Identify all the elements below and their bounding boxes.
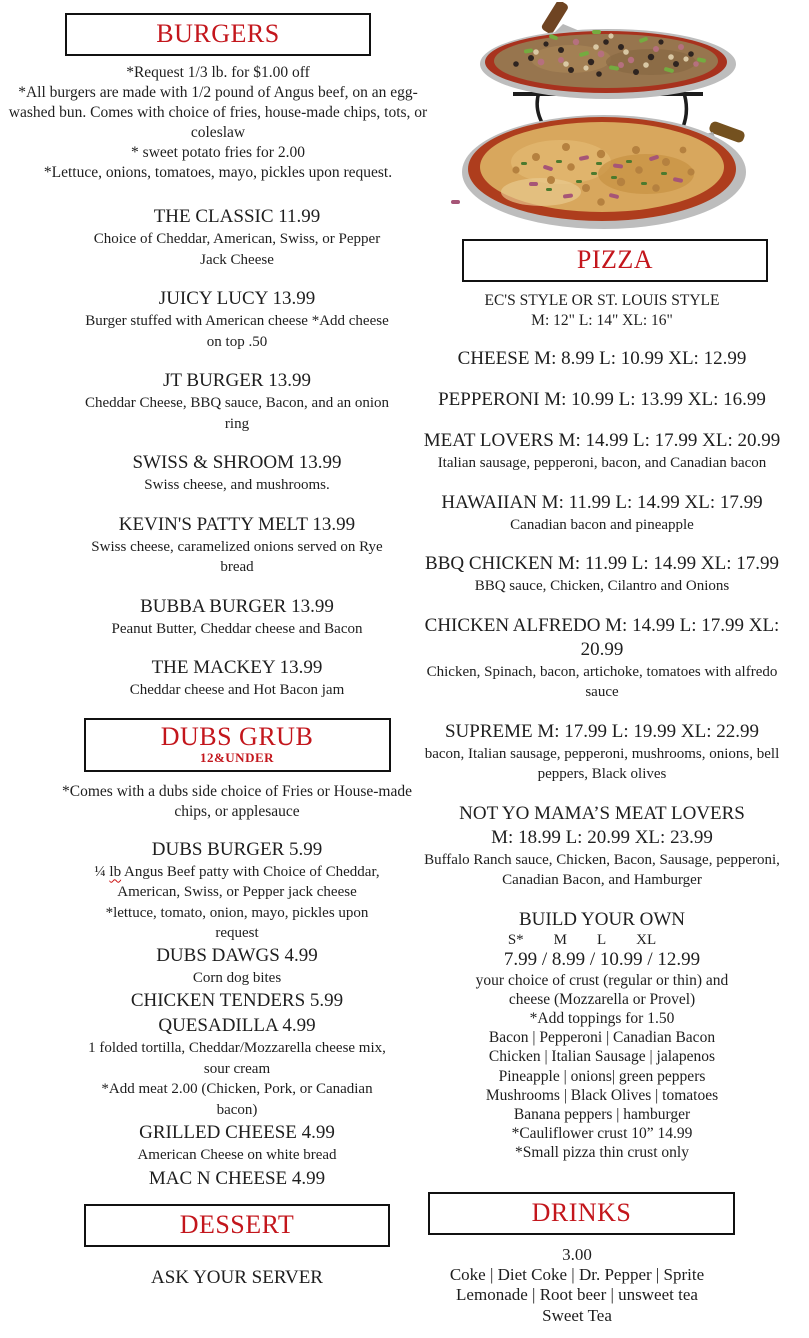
item-desc: American Cheese on white bread [137, 1147, 337, 1163]
drinks-price: 3.00 [562, 1244, 592, 1264]
item-name: NOT YO MAMA’S MEAT LOVERS [459, 802, 745, 824]
build-line: Chicken | Italian Sausage | jalapenos [488, 1048, 716, 1066]
item-name: JUICY LUCY 13.99 [158, 288, 316, 309]
menu-item [402, 429, 802, 474]
dessert-note: ASK YOUR SERVER [151, 1266, 323, 1288]
dessert-title: DESSERT [179, 1209, 295, 1239]
menu-item [46, 944, 428, 989]
item-name: KEVIN'S PATTY MELT 13.99 [118, 513, 356, 535]
burgers-notes [8, 63, 428, 183]
right-column [402, 0, 802, 1326]
build-line: cheese (Mozzarella or Provel) [508, 990, 696, 1008]
build-your-own-section [402, 908, 802, 1163]
item-desc: Choice of Cheddar, American, Swiss, or Pepper Jack Cheese [93, 231, 381, 268]
size-label: L [597, 931, 607, 948]
menu-item [402, 347, 802, 371]
dessert-section-header [84, 1204, 390, 1247]
drinks-line: Coke | Diet Coke | Dr. Pepper | Sprite [449, 1264, 705, 1284]
menu-item [46, 838, 428, 944]
item-desc: Peanut Butter, Cheddar cheese and Bacon [111, 620, 363, 637]
item-desc: ¼ lb Angus Beef patty with Choice of Cheddar, American, Swiss, or Pepper jack cheese [94, 863, 380, 900]
item-name-line2: M: 18.99 L: 20.99 XL: 23.99 [491, 826, 713, 848]
menu-item [46, 205, 428, 270]
size-label: M [553, 931, 567, 948]
item-desc: bacon, Italian sausage, pepperoni, mushrooms, onions, bell peppers, Black olives [424, 745, 780, 782]
menu-item [46, 513, 428, 578]
drinks-title: DRINKS [531, 1197, 632, 1227]
burgers-title: BURGERS [156, 19, 280, 48]
burgers-note: *Lettuce, onions, tomatoes, mayo, pickles upon request. [43, 164, 393, 181]
menu-item [46, 1167, 428, 1191]
item-desc: Buffalo Ranch sauce, Chicken, Bacon, Sausage, pepperoni, Canadian Bacon, and Hamburger [424, 851, 780, 888]
item-name: DUBS DAWGS 4.99 [156, 944, 318, 966]
dubs-grub-note: *Comes with a dubs side choice of Fries or House-made chips, or applesauce [62, 782, 412, 820]
menu-item [402, 552, 802, 597]
item-name: MEAT LOVERS M: 14.99 L: 17.99 XL: 20.99 [423, 430, 781, 451]
build-line: your choice of crust (regular or thin) and [475, 971, 729, 989]
burgers-section-header [65, 13, 371, 56]
burgers-note: *Request 1/3 lb. for $1.00 off [126, 64, 310, 81]
pizza-style-lines [402, 291, 802, 331]
burgers-item-list [46, 205, 428, 701]
item-desc: Cheddar Cheese, BBQ sauce, Bacon, and an onion ring [84, 395, 390, 432]
build-line: Pineapple | onions| green peppers [498, 1067, 706, 1085]
item-desc: 1 folded tortilla, Cheddar/Mozzarella cheese mix, sour cream [88, 1040, 386, 1077]
item-desc: Corn dog bites [192, 969, 282, 986]
pizza-photo [402, 2, 802, 235]
item-name: BBQ CHICKEN M: 11.99 L: 14.99 XL: 17.99 [425, 553, 779, 574]
build-line: Mushrooms | Black Olives | tomatoes [485, 1086, 719, 1104]
item-name: MAC N CHEESE 4.99 [148, 1167, 326, 1189]
build-line: *Add toppings for 1.50 [529, 1009, 675, 1027]
build-line: *Cauliflower crust 10” 14.99 [511, 1125, 693, 1143]
burgers-note: *All burgers are made with 1/2 pound of Angus beef, on an egg-washed bun. Comes with choice of fries, house-made chips, tots, or coleslaw [8, 84, 428, 141]
item-name: SWISS & SHROOM 13.99 [132, 452, 342, 473]
misspelled-word: lb [109, 863, 122, 880]
item-name: CHEESE M: 8.99 L: 10.99 XL: 12.99 [457, 348, 747, 369]
pizza-section-header [462, 239, 768, 282]
item-note: *Add meat 2.00 (Chicken, Pork, or Canadian bacon) [101, 1081, 373, 1118]
dubs-grub-subtitle: 12&UNDER [199, 749, 275, 765]
burgers-note: * sweet potato fries for 2.00 [131, 144, 305, 161]
menu-item [46, 656, 428, 701]
menu-item [46, 595, 428, 640]
menu-item [46, 1121, 428, 1166]
item-name: CHICKEN TENDERS 5.99 [130, 990, 344, 1011]
item-name: BUBBA BURGER 13.99 [140, 595, 334, 617]
size-label: XL [636, 931, 657, 948]
pizza-style-line: M: 12" L: 14" XL: 16" [531, 312, 673, 329]
item-desc: Cheddar cheese and Hot Bacon jam [129, 682, 345, 698]
item-name: JT BURGER 13.99 [163, 370, 311, 391]
menu-item [402, 720, 802, 785]
menu-item [46, 287, 428, 352]
drinks-line: Lemonade | Root beer | unsweet tea [456, 1285, 698, 1305]
pizza-title: PIZZA [576, 245, 654, 274]
size-label: S* [507, 931, 524, 948]
dubs-grub-title: DUBS GRUB [160, 721, 314, 751]
item-desc: Chicken, Spinach, bacon, artichoke, tomatoes with alfredo sauce [426, 663, 778, 700]
menu-item [46, 989, 428, 1013]
item-desc: Italian sausage, pepperoni, bacon, and Canadian bacon [437, 455, 767, 471]
dubs-grub-section-header [84, 718, 391, 772]
dubs-item-list [46, 838, 428, 1191]
item-name: SUPREME M: 17.99 L: 19.99 XL: 22.99 [444, 720, 760, 742]
item-name: PEPPERONI M: 10.99 L: 13.99 XL: 16.99 [438, 389, 766, 410]
drinks-list [402, 1244, 752, 1327]
item-name: QUESADILLA 4.99 [158, 1015, 316, 1036]
drinks-section-header [428, 1192, 735, 1235]
item-name: THE MACKEY 13.99 [151, 657, 323, 678]
item-desc: Swiss cheese, and mushrooms. [144, 477, 330, 493]
menu-item [46, 369, 428, 434]
item-name: GRILLED CHEESE 4.99 [139, 1122, 335, 1143]
item-name: DUBS BURGER 5.99 [151, 838, 323, 860]
menu-item [46, 451, 428, 496]
item-note: *lettuce, tomato, onion, mayo, pickles upon request [105, 904, 369, 941]
menu-item [402, 614, 802, 703]
item-desc: Swiss cheese, caramelized onions served on Rye bread [91, 538, 383, 575]
item-name: CHICKEN ALFREDO M: 14.99 L: 17.99 XL: [424, 614, 780, 636]
item-name-line2: 20.99 [580, 638, 624, 660]
item-name: THE CLASSIC 11.99 [153, 206, 321, 227]
menu-item [402, 388, 802, 412]
item-name: HAWAIIAN M: 11.99 L: 14.99 XL: 17.99 [441, 491, 763, 513]
item-desc: BBQ sauce, Chicken, Cilantro and Onions [474, 578, 730, 594]
pizza-item-list [402, 347, 802, 891]
menu-item [402, 802, 802, 891]
build-size-row [402, 932, 762, 949]
build-your-own-title: BUILD YOUR OWN [518, 908, 686, 930]
build-line: Bacon | Pepperoni | Canadian Bacon [488, 1029, 716, 1047]
build-detail-lines [402, 971, 802, 1163]
build-line: *Small pizza thin crust only [515, 1144, 689, 1162]
left-column [8, 0, 428, 1289]
pizza-style-line: EC'S STYLE OR ST. LOUIS STYLE [484, 292, 720, 309]
drinks-line: Sweet Tea [542, 1305, 612, 1325]
item-desc: Canadian bacon and pineapple [510, 516, 694, 533]
menu-item [402, 491, 802, 536]
menu-item [46, 1014, 428, 1120]
build-line: Banana peppers | hamburger [513, 1105, 691, 1123]
item-desc: Burger stuffed with American cheese *Add cheese on top .50 [85, 313, 389, 350]
build-price-row: 7.99 / 8.99 / 10.99 / 12.99 [503, 948, 701, 970]
